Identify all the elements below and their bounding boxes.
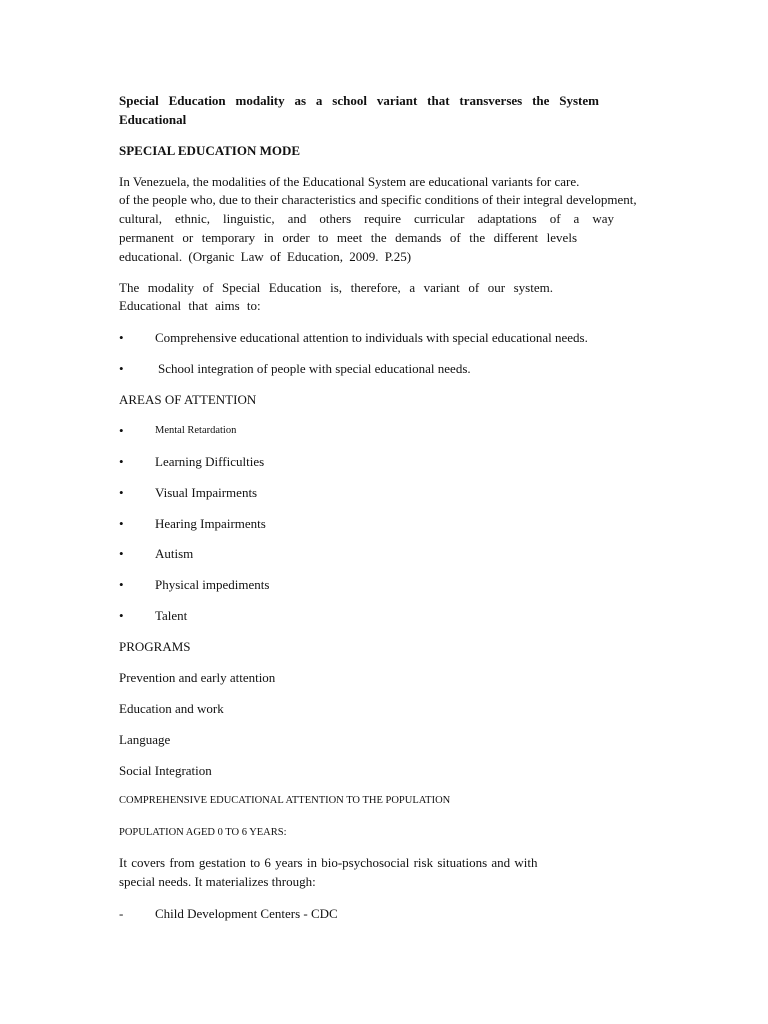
paragraph-line: In Venezuela, the modalities of the Educational System are educational variants for care. bbox=[119, 174, 580, 189]
bullet-icon: • bbox=[119, 485, 124, 500]
population-heading: POPULATION AGED 0 TO 6 YEARS: bbox=[119, 827, 287, 838]
bullet-icon: • bbox=[119, 361, 124, 376]
paragraph-line: cultural, ethnic, linguistic, and others require curricular adaptations of a way bbox=[119, 211, 614, 226]
section-heading: SPECIAL EDUCATION MODE bbox=[119, 143, 301, 158]
list-item-text: Visual Impairments bbox=[155, 485, 258, 500]
program-item: Social Integration bbox=[119, 763, 212, 778]
list-item-text: Talent bbox=[155, 608, 188, 623]
bullet-icon: • bbox=[119, 546, 124, 561]
program-item: Prevention and early attention bbox=[119, 670, 276, 685]
programs-heading: PROGRAMS bbox=[119, 639, 191, 654]
program-item: Language bbox=[119, 732, 171, 747]
program-item: Education and work bbox=[119, 701, 224, 716]
bullet-icon: • bbox=[119, 454, 124, 469]
list-item-text: Comprehensive educational attention to individuals with special educational needs. bbox=[155, 330, 588, 345]
paragraph-line: Educational that aims to: bbox=[119, 298, 261, 313]
paragraph-line: permanent or temporary in order to meet the demands of the different levels bbox=[119, 230, 577, 245]
paragraph-line: The modality of Special Education is, therefore, a variant of our system. bbox=[119, 280, 553, 295]
bullet-icon: • bbox=[119, 423, 124, 438]
bullet-icon: • bbox=[119, 330, 124, 345]
paragraph-line: special needs. It materializes through: bbox=[119, 874, 316, 889]
bullet-icon: • bbox=[119, 577, 124, 592]
areas-heading: AREAS OF ATTENTION bbox=[119, 392, 257, 407]
document-title-line-2: Educational bbox=[119, 112, 187, 127]
bullet-icon: • bbox=[119, 608, 124, 623]
list-item-text: Autism bbox=[155, 546, 194, 561]
list-item-text: School integration of people with special educational needs. bbox=[158, 361, 471, 376]
paragraph-line: of the people who, due to their characteristics and specific conditions of their integral development, bbox=[119, 192, 637, 207]
list-item-text: Learning Difficulties bbox=[155, 454, 265, 469]
paragraph-line: It covers from gestation to 6 years in bio-psychosocial risk situations and with bbox=[119, 855, 538, 870]
list-item-text: Hearing Impairments bbox=[155, 516, 266, 531]
list-item-text: Child Development Centers - CDC bbox=[155, 906, 338, 921]
bullet-icon: • bbox=[119, 516, 124, 531]
dash-icon: - bbox=[119, 906, 124, 921]
list-item-text: Mental Retardation bbox=[155, 425, 237, 436]
list-item-text: Physical impediments bbox=[155, 577, 270, 592]
document-title-line-1: Special Education modality as a school variant that transverses the System bbox=[119, 93, 599, 108]
paragraph-line: educational. (Organic Law of Education, 2009. P.25) bbox=[119, 249, 412, 264]
comprehensive-heading: COMPREHENSIVE EDUCATIONAL ATTENTION TO THE POPULATION bbox=[119, 795, 451, 806]
